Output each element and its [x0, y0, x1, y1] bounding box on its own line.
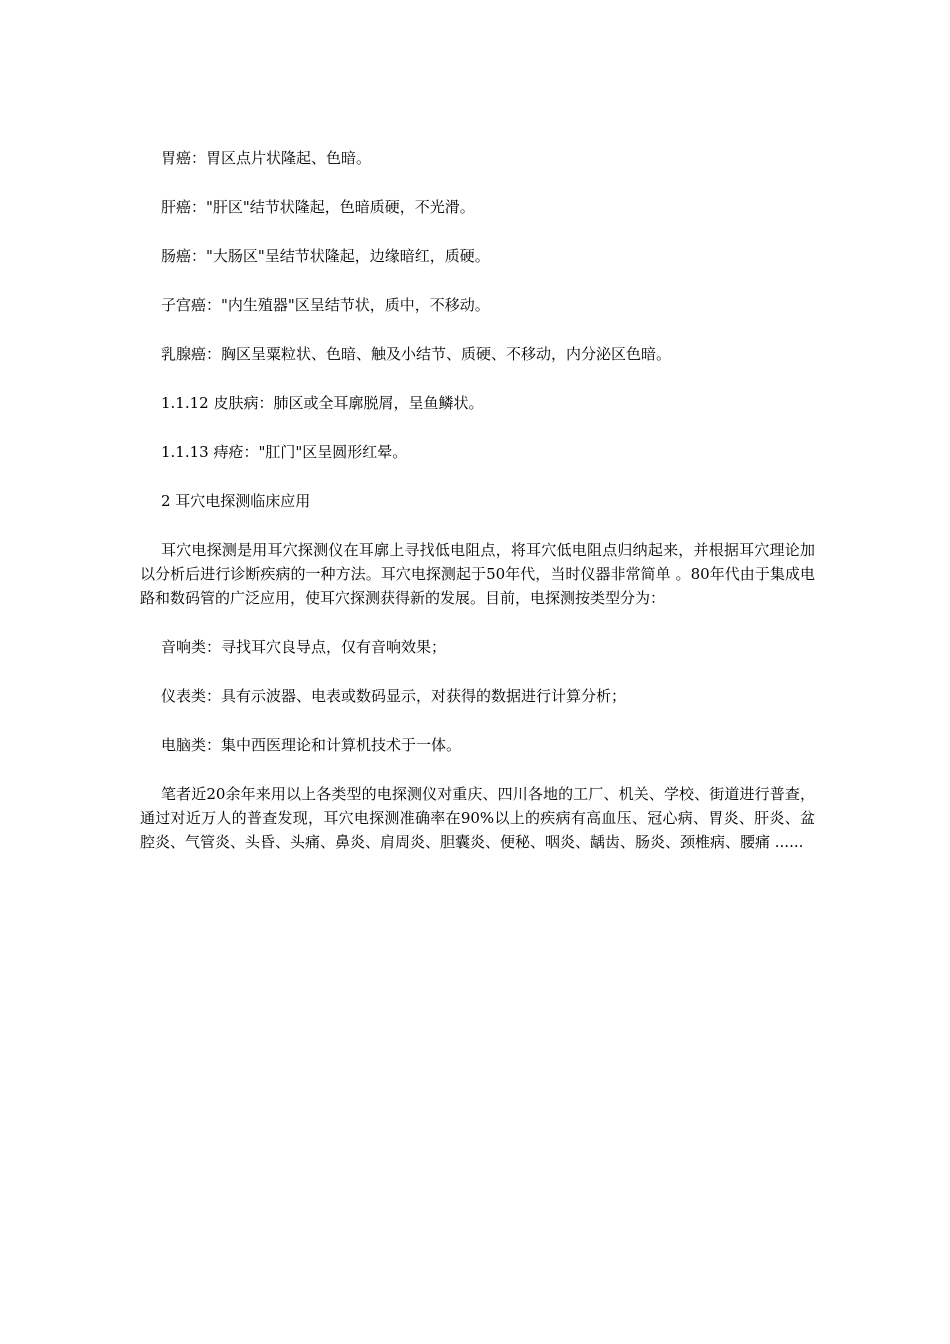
paragraph-uterine-cancer: 子宫癌："内生殖器"区呈结节状，质中，不移动。 [161, 296, 490, 314]
document-body [140, 146, 815, 879]
paragraph-instrument-type: 仪表类：具有示波器、电表或数码显示，对获得的数据进行计算分析； [161, 687, 627, 705]
section-heading: 2 耳穴电探测临床应用 [161, 492, 311, 510]
paragraph-intro: 耳穴电探测是用耳穴探测仪在耳廓上寻找低电阻点，将耳穴低电阻点归纳起来，并根据耳穴理论加以分析后进行诊断疾病的一种方法。耳穴电探测起于50年代，当时仪器非常简单 。80年代由于集成电路和数码管的广泛应用，使耳穴探测获得新的发展。目前，电探测按类型分为： [140, 541, 815, 607]
paragraph-audio-type: 音响类：寻找耳穴良导点，仅有音响效果； [161, 638, 447, 656]
paragraph-liver-cancer: 肝癌："肝区"结节状隆起，色暗质硬，不光滑。 [161, 198, 475, 216]
paragraph-stomach-cancer: 胃癌：胃区点片状隆起、色暗。 [161, 149, 372, 167]
paragraph-computer-type: 电脑类：集中西医理论和计算机技术于一体。 [161, 736, 462, 754]
paragraph-intestinal-cancer: 肠癌："大肠区"呈结节状隆起，边缘暗红，质硬。 [161, 247, 490, 265]
paragraph-hemorrhoids: 1.1.13 痔疮："肛门"区呈圆形红晕。 [161, 443, 408, 461]
paragraph-skin-disease: 1.1.12 皮肤病：肺区或全耳廓脱屑，呈鱼鳞状。 [161, 394, 484, 412]
paragraph-breast-cancer: 乳腺癌：胸区呈粟粒状、色暗、触及小结节、质硬、不移动，内分泌区色暗。 [161, 345, 672, 363]
paragraph-survey: 笔者近20余年来用以上各类型的电探测仪对重庆、四川各地的工厂、机关、学校、街道进行普查，通过对近万人的普查发现，耳穴电探测准确率在90%以上的疾病有高血压、冠心病、胃炎、肝炎、盆腔炎、气管炎、头昏、头痛、鼻炎、肩周炎、胆囊炎、便秘、咽炎、龋齿、肠炎、颈椎病、腰痛 ...... [140, 785, 815, 851]
